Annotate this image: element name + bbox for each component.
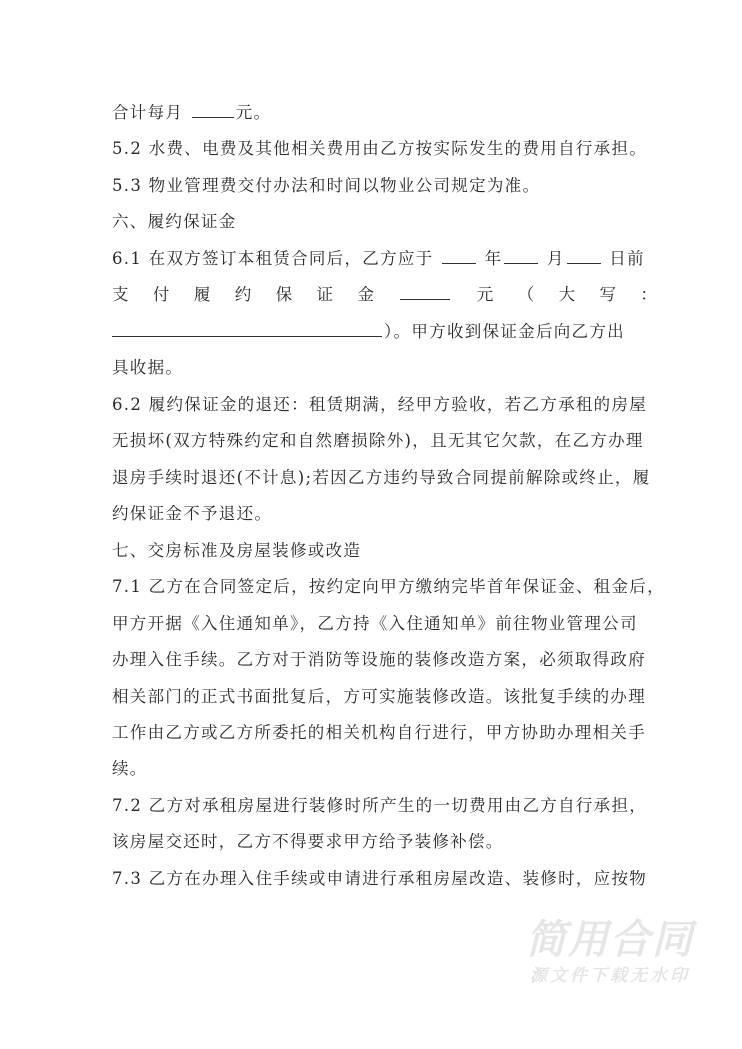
month-label: 月 [540, 249, 565, 268]
char: 元 [476, 285, 494, 304]
clause-6-1-receipt-text: ）。甲方收到保证金后向乙方出 [384, 322, 625, 341]
clause-6-2-line-4: 约保证金不予退还。 [112, 504, 273, 523]
monthly-total-label: 合计每月 [112, 103, 190, 122]
clause-6-1-text: 6.1 在双方签订本租赁合同后，乙方应于 [112, 249, 441, 268]
deposit-capital-blank [112, 320, 382, 337]
char: 证 [316, 285, 334, 304]
yuan-suffix: 元。 [235, 103, 272, 122]
text-line-monthly-total [112, 101, 657, 125]
watermark [510, 918, 710, 988]
clause-7-1-line-4: 相关部门的正式书面批复后，方可实施装修改造。该批复手续的办理 [112, 687, 646, 706]
section-7-heading: 七、交房标准及房屋装修或改造 [112, 541, 362, 560]
clause-6-2-line-3: 退房手续时退还(不计息);若因乙方违约导致合同提前解除或终止，履 [112, 468, 651, 487]
char: 写 [599, 285, 616, 304]
clause-7-2-line-1: 7.2 乙方对承租房屋进行装修时所产生的一切费用由乙方自行承担， [112, 796, 648, 815]
clause-7-2-line-2: 该房屋交还时，乙方不得要求甲方给予装修补偿。 [112, 832, 504, 851]
monthly-amount-blank [192, 101, 234, 118]
day-blank [567, 247, 601, 264]
clause-7-1-line-1: 7.1 乙方在合同签定后，按约定向甲方缴纳完毕首年保证金、租金后， [112, 577, 665, 596]
watermark-subtitle: 源文件下载无水印 [530, 966, 690, 986]
clause-7-1-line-2: 甲方开据《入住通知单》，乙方持《入住通知单》前往物业管理公司 [112, 614, 638, 633]
char: 履 [193, 285, 211, 304]
clause-7-3-line-1: 7.3 乙方在办理入住手续或申请进行承租房屋改造、装修时，应按物 [112, 869, 648, 888]
year-blank [442, 247, 476, 264]
clause-7-1-line-5: 工作由乙方或乙方所委托的相关机构自行进行，甲方协助办理相关手 [112, 723, 646, 742]
char: 大 [558, 285, 576, 304]
char: 金 [357, 285, 374, 304]
watermark-title: 简用合同 [526, 917, 694, 963]
clause-6-1-line-4: 具收据。 [112, 358, 184, 377]
char: 付 [152, 285, 170, 304]
clause-6-1-line-1 [112, 247, 657, 271]
char: 保 [275, 285, 293, 304]
char: 支 [112, 285, 129, 304]
clause-6-1-line-3 [112, 320, 657, 344]
day-label: 日前 [602, 249, 645, 268]
section-6-heading: 六、履约保证金 [112, 212, 237, 231]
clause-7-1-line-3: 办理入住手续。乙方对于消防等设施的装修改造方案，必须取得政府 [112, 650, 646, 669]
char: 约 [234, 285, 252, 304]
month-blank [504, 247, 538, 264]
year-label: 年 [478, 249, 503, 268]
clause-5-3: 5.3 物业管理费交付办法和时间以物业公司规定为准。 [112, 176, 541, 195]
clause-7-1-line-6: 续。 [112, 759, 148, 778]
char: ： [640, 285, 657, 304]
clause-6-2-line-1: 6.2 履约保证金的退还：租赁期满，经甲方验收，若乙方承租的房屋 [112, 395, 648, 414]
clause-5-2: 5.2 水费、电费及其他相关费用由乙方按实际发生的费用自行承担。 [112, 139, 648, 158]
char: （ [517, 285, 535, 304]
clause-6-2-line-2: 无损坏(双方特殊约定和自然磨损除外)，且无其它欠款，在乙方办理 [112, 431, 644, 450]
deposit-amount-blank [400, 283, 450, 300]
clause-6-1-line-2 [112, 283, 657, 307]
